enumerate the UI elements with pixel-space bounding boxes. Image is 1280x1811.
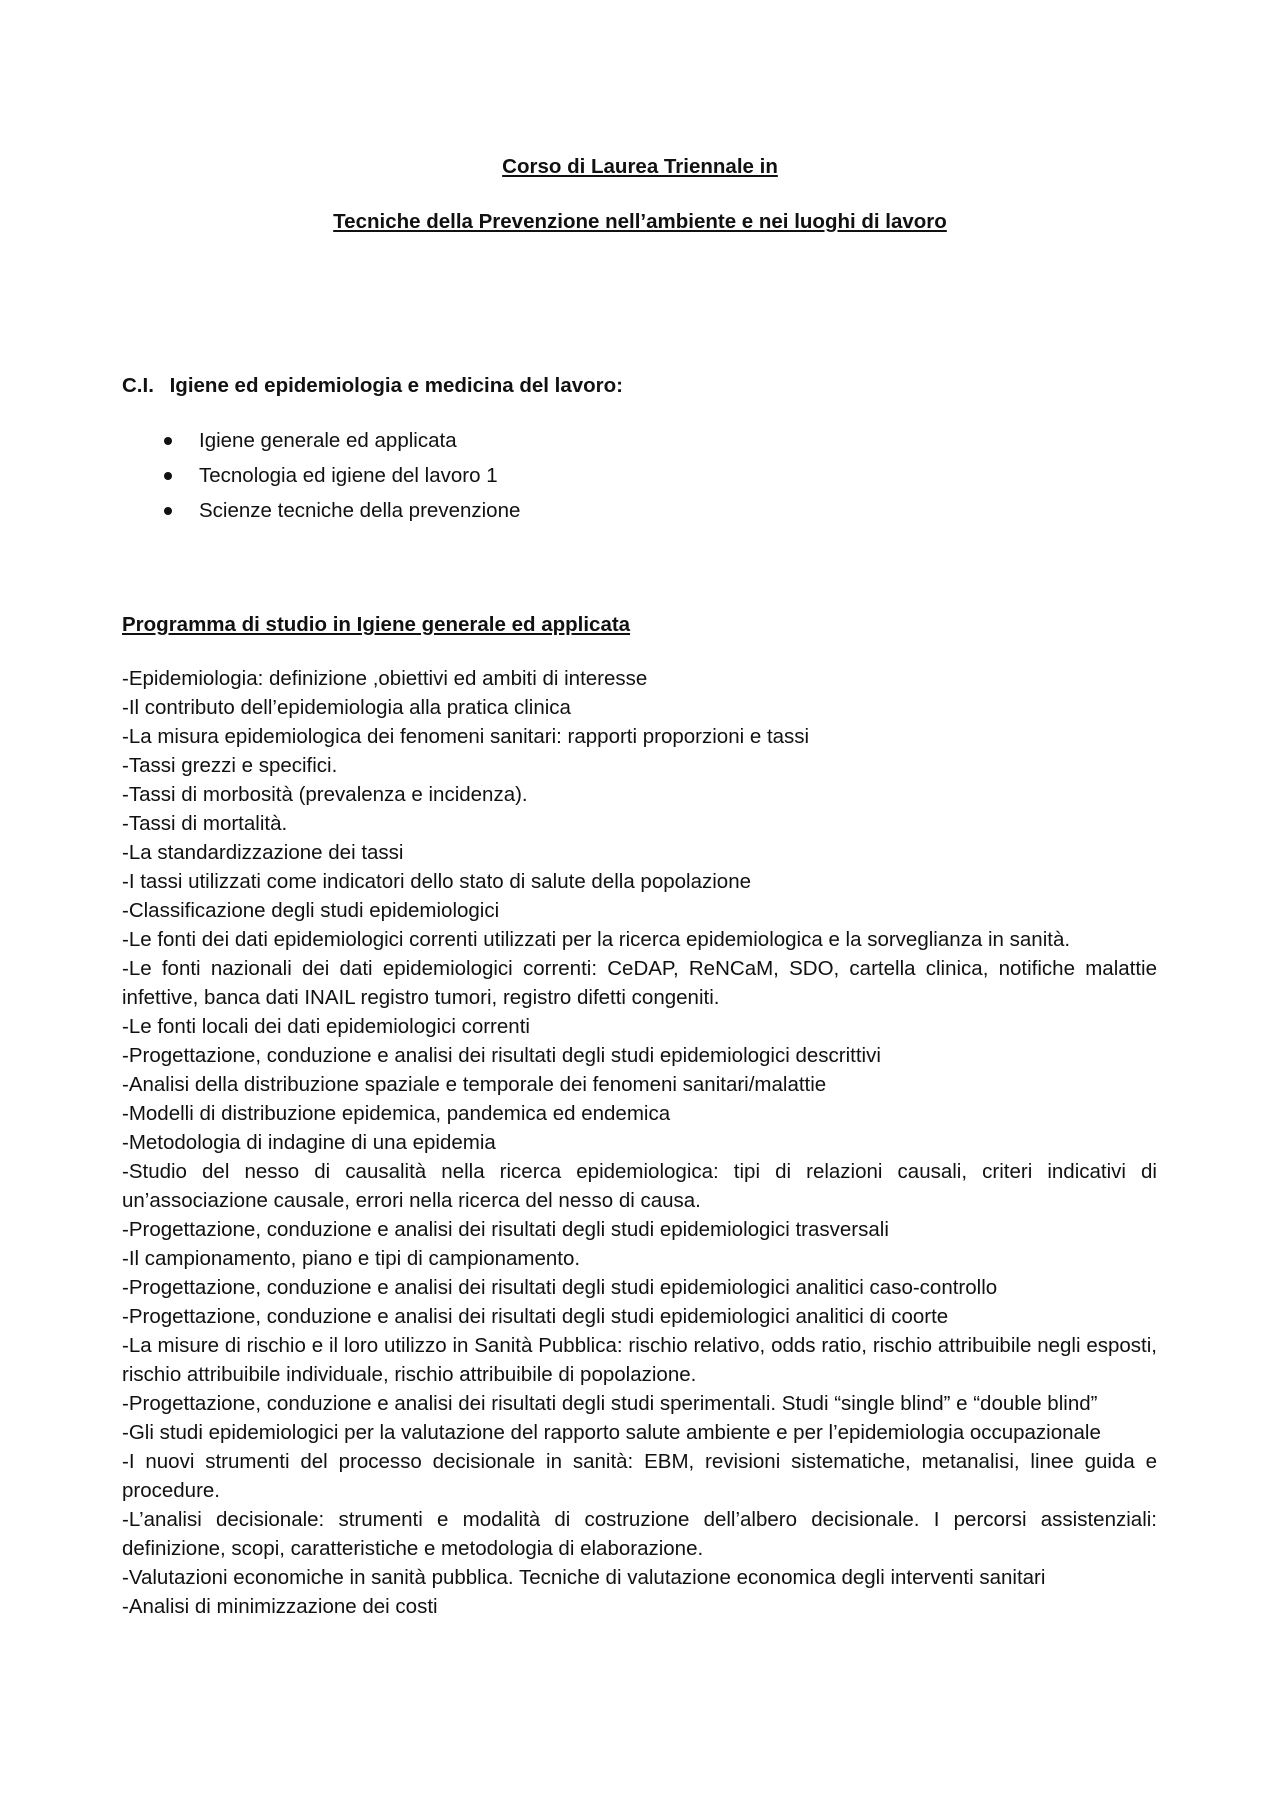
module-label: Tecnologia ed igiene del lavoro 1 xyxy=(199,464,498,487)
bullet-icon xyxy=(164,507,172,515)
program-item: -Le fonti locali dei dati epidemiologici correnti xyxy=(122,1015,530,1038)
module-label: Igiene generale ed applicata xyxy=(199,429,457,452)
degree-subtitle: Tecniche della Prevenzione nell’ambiente e nei luoghi di lavoro xyxy=(333,210,947,233)
course-heading xyxy=(122,373,623,399)
program-item: -Tassi di morbosità (prevalenza e incidenza). xyxy=(122,783,528,806)
module-item xyxy=(122,428,520,463)
program-item: -Classificazione degli studi epidemiologici xyxy=(122,899,500,922)
program-item: -Il contributo dell’epidemiologia alla pratica clinica xyxy=(122,696,571,719)
program-item: -Metodologia di indagine di una epidemia xyxy=(122,1131,496,1154)
degree-title: Corso di Laurea Triennale in xyxy=(502,155,778,178)
program-item: -Modelli di distribuzione epidemica, pandemica ed endemica xyxy=(122,1102,671,1125)
program-item: -Progettazione, conduzione e analisi dei risultati degli studi epidemiologici analitici di coorte xyxy=(122,1305,949,1328)
program-item: -Progettazione, conduzione e analisi dei risultati degli studi epidemiologici analitici caso-controllo xyxy=(122,1276,998,1299)
bullet-icon xyxy=(164,437,172,445)
program-item: -Epidemiologia: definizione ,obiettivi ed ambiti di interesse xyxy=(122,667,648,690)
program-item: -Studio del nesso di causalità nella ricerca epidemiologica: tipi di relazioni causali, criteri indicativi di un’associazione causale, errori nella ricerca del nesso di causa. xyxy=(122,1160,1157,1212)
program-item: -La misure di rischio e il loro utilizzo in Sanità Pubblica: rischio relativo, odds ratio, rischio attribuibile negli esposti, rischio attribuibile individuale, rischio attribuibile di popolazione. xyxy=(122,1334,1157,1386)
program-item: -Progettazione, conduzione e analisi dei risultati degli studi sperimentali. Studi “single blind” e “double blind” xyxy=(122,1392,1098,1415)
program-item: -Gli studi epidemiologici per la valutazione del rapporto salute ambiente e per l’epidemiologia occupazionale xyxy=(122,1421,1101,1444)
module-item xyxy=(122,463,520,498)
course-label: C.I. xyxy=(122,374,154,397)
program-item: -Progettazione, conduzione e analisi dei risultati degli studi epidemiologici descrittivi xyxy=(122,1044,881,1067)
program-item: -La standardizzazione dei tassi xyxy=(122,841,404,864)
program-item: -Analisi della distribuzione spaziale e temporale dei fenomeni sanitari/malattie xyxy=(122,1073,827,1096)
program-item: -I nuovi strumenti del processo decisionale in sanità: EBM, revisioni sistematiche, metanalisi, linee guida e procedure. xyxy=(122,1450,1157,1502)
program-heading: Programma di studio in Igiene generale ed applicata xyxy=(122,613,631,636)
program-item: -Il campionamento, piano e tipi di campionamento. xyxy=(122,1247,581,1270)
program-item: -La misura epidemiologica dei fenomeni sanitari: rapporti proporzioni e tassi xyxy=(122,725,810,748)
program-item: -Tassi grezzi e specifici. xyxy=(122,754,338,777)
program-item: -Progettazione, conduzione e analisi dei risultati degli studi epidemiologici trasversali xyxy=(122,1218,889,1241)
course-title: Igiene ed epidemiologia e medicina del lavoro: xyxy=(169,374,624,397)
module-item xyxy=(122,498,520,533)
module-label: Scienze tecniche della prevenzione xyxy=(199,499,521,522)
program-item: -Analisi di minimizzazione dei costi xyxy=(122,1595,438,1618)
program-item: -Valutazioni economiche in sanità pubblica. Tecniche di valutazione economica degli interventi sanitari xyxy=(122,1566,1046,1589)
bullet-icon xyxy=(164,472,172,480)
module-list xyxy=(122,428,520,533)
program-item: -Le fonti nazionali dei dati epidemiologici correnti: CeDAP, ReNCaM, SDO, cartella clinica, notifiche malattie infettive, banca dati INAIL registro tumori, registro difetti congeniti. xyxy=(122,957,1157,1009)
program-item: -L’analisi decisionale: strumenti e modalità di costruzione dell’albero decisionale. I percorsi assistenziali: definizione, scopi, caratteristiche e metodologia di elaborazione. xyxy=(122,1508,1157,1560)
program-item: -I tassi utilizzati come indicatori dello stato di salute della popolazione xyxy=(122,870,752,893)
program-list xyxy=(122,664,1157,1621)
program-item: -Tassi di mortalità. xyxy=(122,812,288,835)
program-item: -Le fonti dei dati epidemiologici correnti utilizzati per la ricerca epidemiologica e la sorveglianza in sanità. xyxy=(122,928,1071,951)
